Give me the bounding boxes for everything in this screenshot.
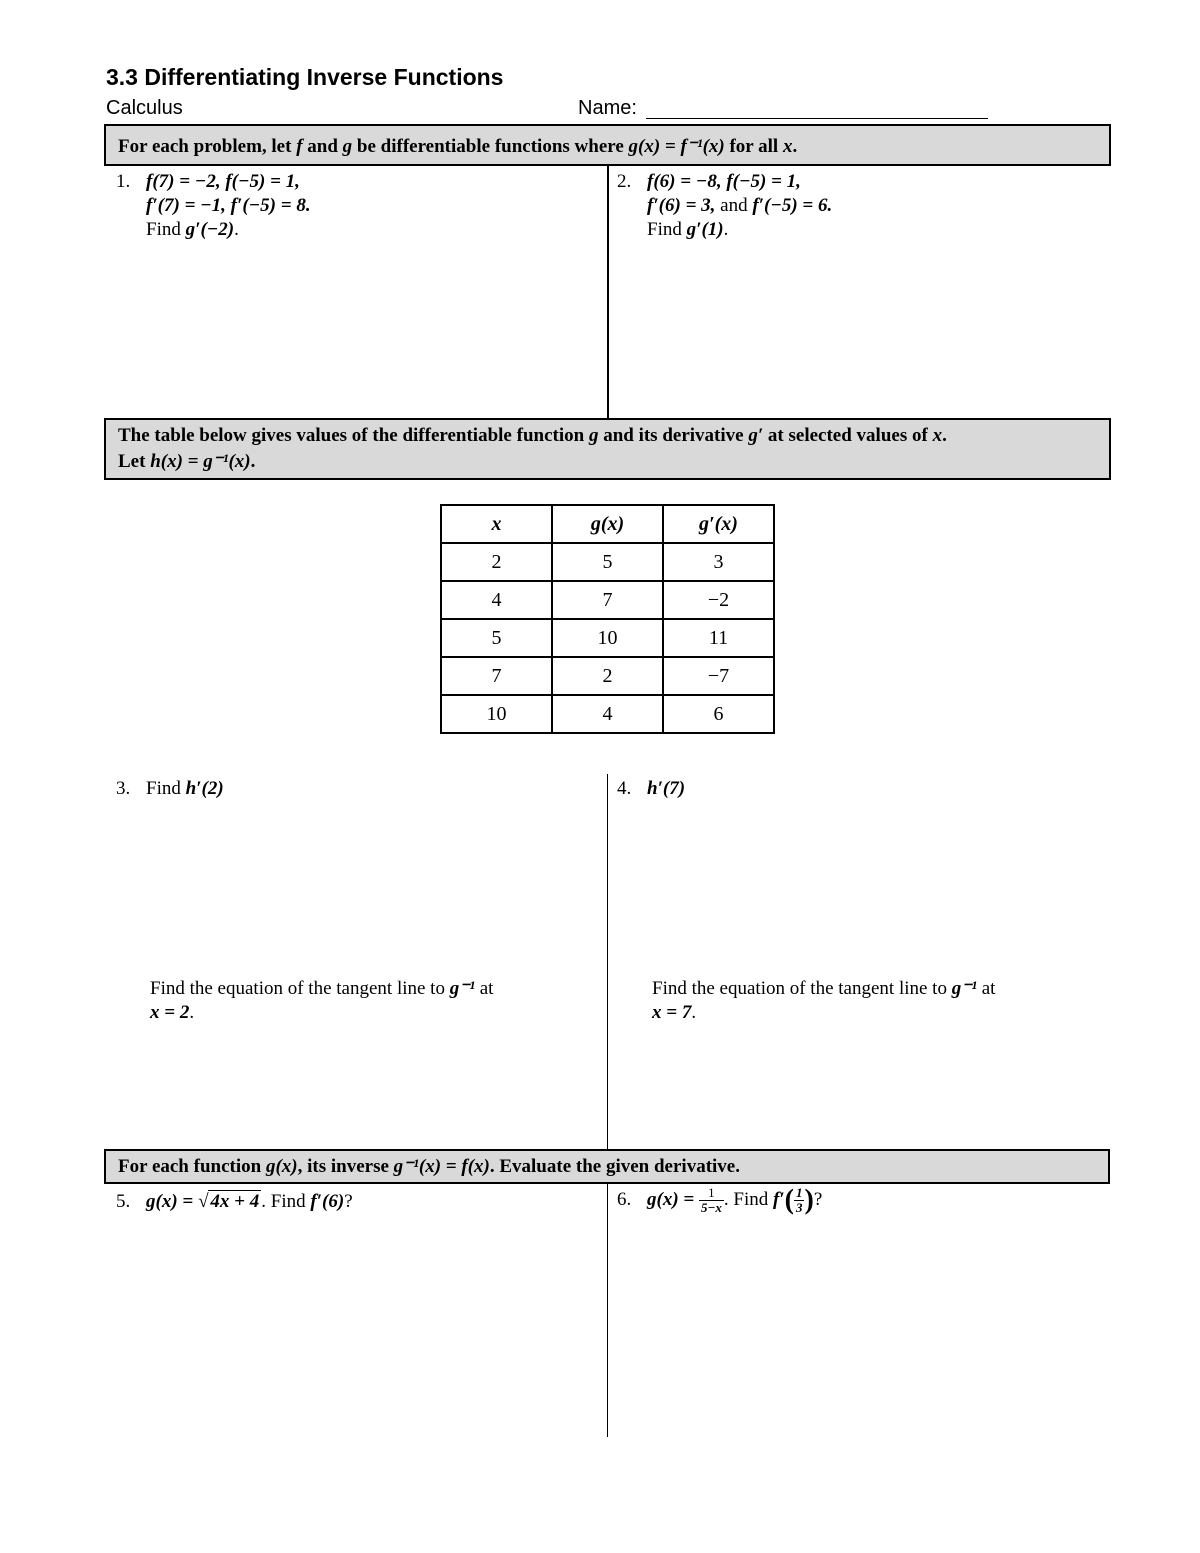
table-cell: 4 [441,581,552,619]
name-label: Name: [578,97,637,119]
header-g: g(x) [552,505,663,543]
fraction: $\frac{1}{5-x}$ [700,1185,722,1215]
table-cell: −7 [663,657,774,695]
section2-instructions: The table below gives values of the differentiable function g and its derivative g′ at selected values of x. Let h(x) = g⁻¹(x). [104,418,1111,480]
table-row [441,543,774,581]
tangent-prompt-3: Find the equation of the tangent line to g⁻¹ at x = 2. [150,978,494,1023]
name-blank-line[interactable] [646,118,988,119]
table-cell: 10 [552,619,663,657]
table-cell: 10 [441,695,552,733]
table-row [441,657,774,695]
table-cell: 4 [552,695,663,733]
table-cell: 6 [663,695,774,733]
tangent-prompt-4: Find the equation of the tangent line to g⁻¹ at x = 7. [652,978,996,1023]
section1-instructions: For each problem, let f and g be differentiable functions where g(x) = f⁻¹(x) for all x. [104,124,1111,166]
table-row [441,695,774,733]
table-cell: 2 [441,543,552,581]
section1-divider [607,166,609,418]
table-cell: 3 [663,543,774,581]
table-row [441,619,774,657]
problem-4: 4. h′(7) [617,778,686,799]
table-cell: 5 [441,619,552,657]
table-header-row [441,505,774,543]
table-row [441,581,774,619]
table-cell: 5 [552,543,663,581]
table-cell: 7 [552,581,663,619]
table-cell: 7 [441,657,552,695]
problem-3: 3. Find h′(2) [116,778,224,799]
header-x: x [441,505,552,543]
section3-instructions: For each function g(x), its inverse g⁻¹(x) = f(x). Evaluate the given derivative. [104,1149,1110,1184]
section3-divider [607,1184,608,1437]
table-cell: 11 [663,619,774,657]
values-table [440,504,775,734]
problem-5: 5. g(x) = √ 4x + 4 . Find f′(6)? [116,1191,353,1212]
radicand: 4x + 4 [210,1191,260,1212]
table-cell: 2 [552,657,663,695]
table-cell: −2 [663,581,774,619]
course-label: Calculus [106,97,183,119]
problem-6: 6. g(x) = $\frac{1}{5-x}$ . Find f′( $\frac{1}{3}$ )? [617,1184,823,1216]
section2-divider [607,774,608,1150]
problem-1: 1. f(7) = −2, f(−5) = 1, f′(7) = −1, f′(−5) = 8. Find g′(−2). [116,171,311,240]
header-gprime: g′(x) [663,505,774,543]
fraction-argument: $\frac{1}{3}$ [795,1185,803,1215]
page-title: 3.3 Differentiating Inverse Functions [106,64,504,90]
problem-2: 2. f(6) = −8, f(−5) = 1, f′(6) = 3, and f′(−5) = 6. Find g′(1). [617,171,833,240]
